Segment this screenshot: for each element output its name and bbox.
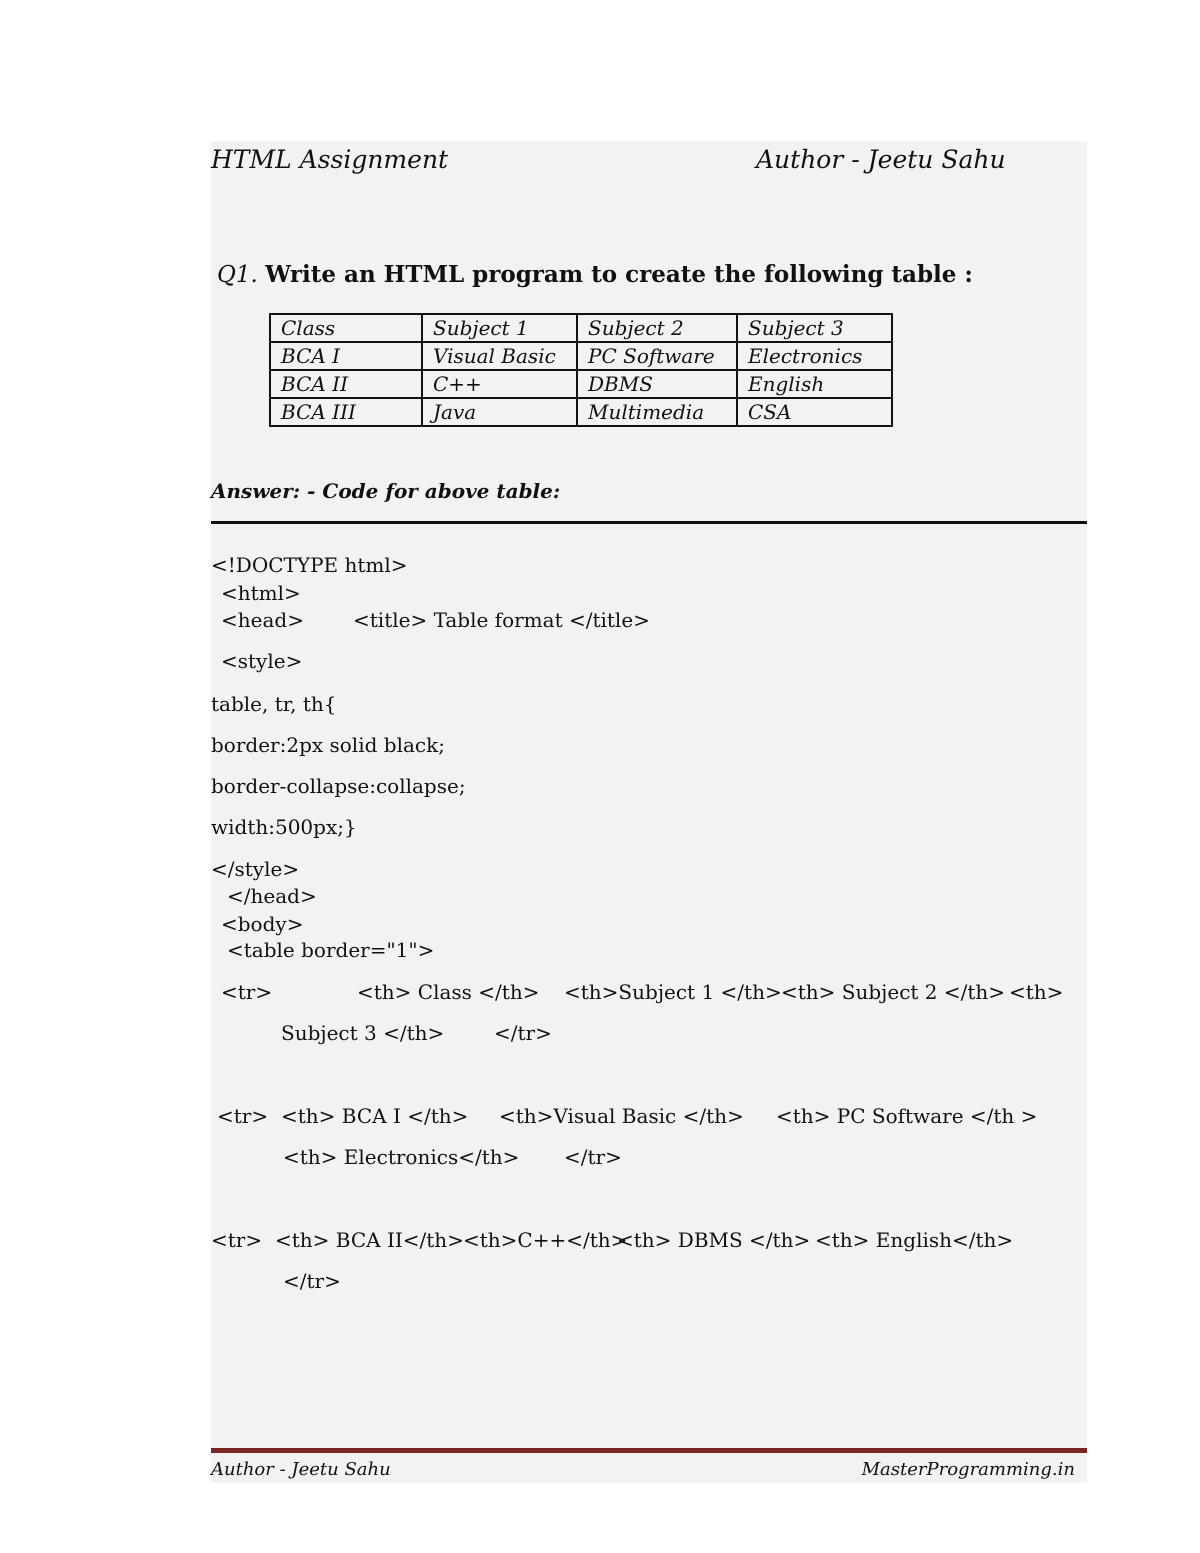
table-cell: BCA III xyxy=(270,398,422,426)
code-token: <tr> xyxy=(211,1228,263,1252)
code-line: width:500px;} xyxy=(211,815,357,839)
code-line: </style> xyxy=(211,857,300,881)
code-line: table, tr, th{ xyxy=(211,692,337,716)
header-author: Author - Jeetu Sahu xyxy=(756,145,1006,174)
table-cell: Class xyxy=(270,314,422,342)
table-cell: Java xyxy=(422,398,577,426)
code-line: </head> xyxy=(227,884,317,908)
code-line: <table border="1"> xyxy=(227,938,435,962)
code-token: <th> PC Software </th > xyxy=(776,1104,1038,1128)
code-token: <th> Electronics</th> xyxy=(283,1145,520,1169)
code-token: </tr> xyxy=(494,1021,552,1045)
table-row xyxy=(270,314,892,342)
code-token: <th>Subject 1 </th> xyxy=(564,980,782,1004)
code-token: <th> English</th> xyxy=(815,1228,1014,1252)
table-cell: Subject 3 xyxy=(737,314,892,342)
code-token: <th> Subject 2 </th> xyxy=(781,980,1006,1004)
table-cell: PC Software xyxy=(577,342,737,370)
code-token: </tr> xyxy=(283,1269,341,1293)
document-page xyxy=(211,141,1087,1483)
question-number: Q1. xyxy=(217,262,258,288)
table-cell: BCA I xyxy=(270,342,422,370)
code-line: <body> xyxy=(221,912,304,936)
code-line: border:2px solid black; xyxy=(211,733,445,757)
table-cell: CSA xyxy=(737,398,892,426)
code-token: <th> DBMS </th> xyxy=(617,1228,811,1252)
table-cell: C++ xyxy=(422,370,577,398)
code-line: <head> xyxy=(221,608,304,632)
table-cell: BCA II xyxy=(270,370,422,398)
code-token: <th> BCA II</th> xyxy=(275,1228,464,1252)
table-row xyxy=(270,342,892,370)
table-row xyxy=(270,398,892,426)
code-line: <title> Table format </title> xyxy=(353,608,650,632)
code-token: <th> Class </th> xyxy=(357,980,540,1004)
code-token: <tr> xyxy=(217,1104,269,1128)
code-token: <tr> xyxy=(221,980,273,1004)
answer-label: Answer: - Code for above table: xyxy=(211,479,561,503)
table-cell: Visual Basic xyxy=(422,342,577,370)
code-token: <th> BCA I </th> xyxy=(281,1104,469,1128)
table-cell: DBMS xyxy=(577,370,737,398)
code-token: Subject 3 </th> xyxy=(281,1021,445,1045)
footer-site: MasterProgramming.in xyxy=(861,1459,1075,1480)
question-text: Write an HTML program to create the following table : xyxy=(265,261,973,288)
code-token: <th>Visual Basic </th> xyxy=(499,1104,744,1128)
footer-divider xyxy=(211,1448,1087,1453)
header-title: HTML Assignment xyxy=(211,145,449,174)
table-cell: English xyxy=(737,370,892,398)
code-line: <!DOCTYPE html> xyxy=(211,553,408,577)
code-line: border-collapse:collapse; xyxy=(211,774,466,798)
table-cell: Multimedia xyxy=(577,398,737,426)
sample-table xyxy=(269,313,893,427)
question-heading xyxy=(217,261,973,288)
code-token: <th>C++</th> xyxy=(463,1228,628,1252)
code-line: <html> xyxy=(221,581,301,605)
table-cell: Subject 1 xyxy=(422,314,577,342)
code-token: <th> xyxy=(1009,980,1064,1004)
divider xyxy=(211,521,1087,524)
table-cell: Electronics xyxy=(737,342,892,370)
table-cell: Subject 2 xyxy=(577,314,737,342)
footer-author: Author - Jeetu Sahu xyxy=(211,1459,391,1480)
table-row xyxy=(270,370,892,398)
code-token: </tr> xyxy=(564,1145,622,1169)
code-line: <style> xyxy=(221,649,303,673)
